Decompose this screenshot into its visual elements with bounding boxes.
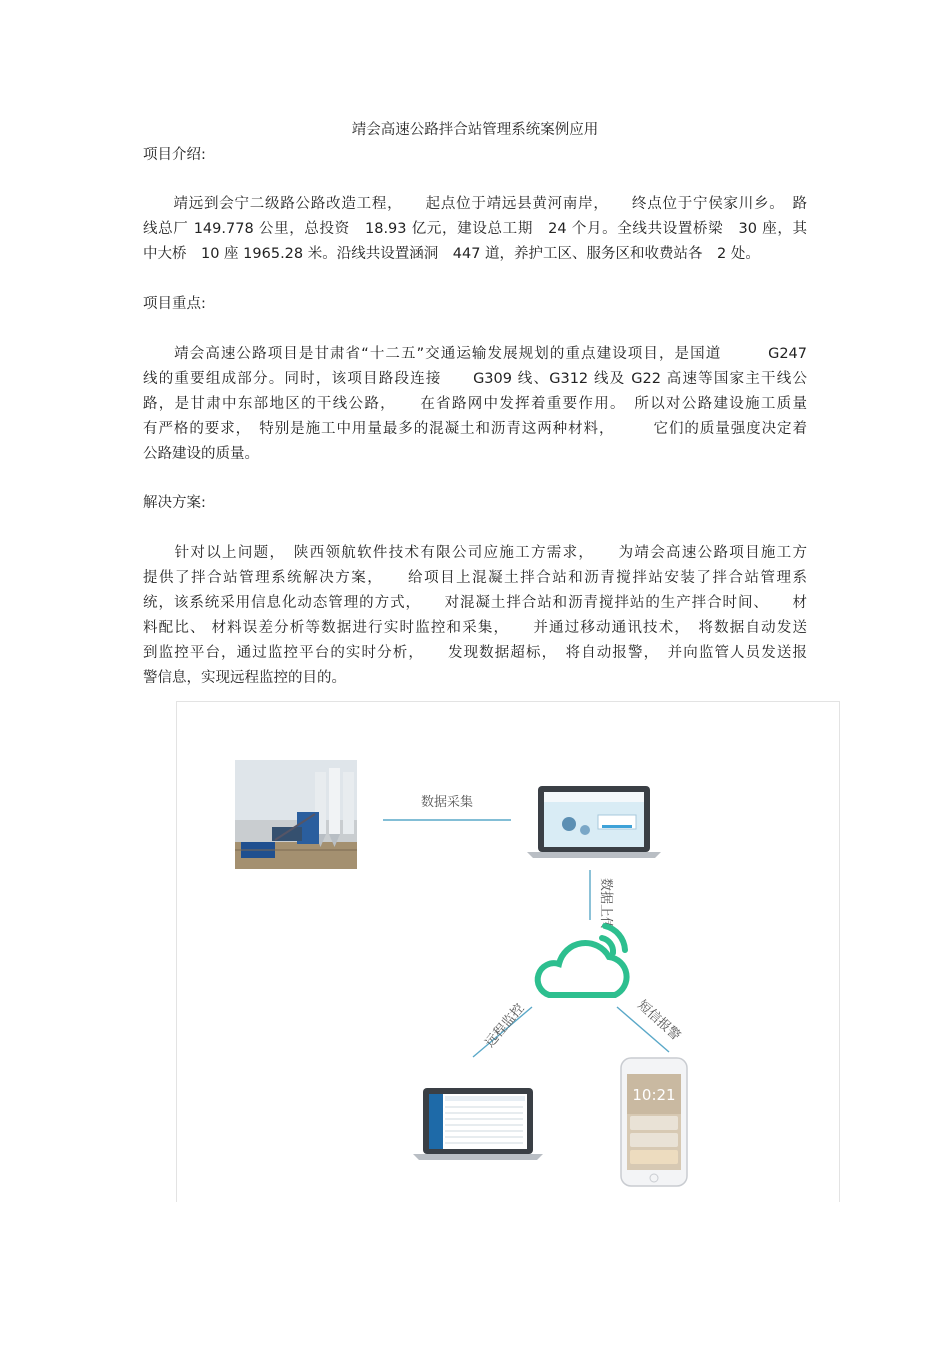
paragraph-line: 提供了拌合站管理系统解决方案， 给项目上混凝土拌合站和沥青搅拌站安装了拌合站管理系: [143, 570, 807, 586]
diagram-svg: [177, 702, 839, 1202]
paragraph-solution: [143, 541, 807, 691]
paragraph-line: 线的重要组成部分。同时，该项目路段连接 G309 线、G312 线及 G22 高速等国家主干线公: [143, 371, 807, 387]
paragraph-line: 统，该系统采用信息化动态管理的方式， 对混凝土拌合站和沥青搅拌站的生产拌合时间、 材: [143, 595, 807, 611]
paragraph-line: 靖会高速公路项目是甘肃省“十二五”交通运输发展规划的重点建设项目，是国道 G247: [143, 346, 807, 362]
system-diagram: [176, 701, 840, 1202]
section-heading-intro: 项目介绍:: [143, 147, 206, 163]
paragraph-line: 路，是甘肃中东部地区的干线公路， 在省路网中发挥着重要作用。 所以对公路建设施工质量: [143, 396, 807, 412]
paragraph-line: 有严格的要求， 特别是施工中用量最多的混凝土和沥青这两种材料， 它们的质量强度决定着: [143, 421, 807, 437]
paragraph-line: 靖远到会宁二级路公路改造工程， 起点位于靖远县黄河南岸， 终点位于宁侯家川乡。 路: [143, 196, 807, 212]
label-right: 短信报警: [634, 997, 684, 1044]
paragraph-line: 中大桥 10 座 1965.28 米。沿线共设置涵洞 447 道，养护工区、服务区和收费站各 2 处。: [143, 246, 760, 262]
label-left: 远程监控: [482, 1001, 528, 1051]
paragraph-line: 针对以上问题， 陕西领航软件技术有限公司应施工方需求， 为靖会高速公路项目施工方: [143, 545, 807, 561]
label-upload: 数据上传: [598, 878, 613, 931]
section-heading-key-points: 项目重点:: [143, 296, 206, 312]
paragraph-line: 线总厂 149.778 公里，总投资 18.93 亿元，建设总工期 24 个月。全线共设置桥梁 30 座，其: [143, 221, 807, 237]
laptop-icon: [527, 786, 661, 858]
paragraph-line: 料配比、 材料误差分析等数据进行实时监控和采集， 并通过移动通讯技术， 将数据自动发送: [143, 620, 807, 636]
monitoring-laptop-icon: [413, 1088, 543, 1160]
cloud-signal-icon: [538, 926, 627, 995]
document-title: 靖会高速公路拌合站管理系统案例应用: [351, 122, 599, 138]
phone-icon: [621, 1058, 687, 1186]
phone-clock: 10:21: [632, 1086, 676, 1104]
mixing-plant-photo: [235, 760, 357, 869]
paragraph-line: 警信息，实现远程监控的目的。: [143, 670, 346, 686]
paragraph-line: 到监控平台，通过监控平台的实时分析， 发现数据超标， 将自动报警， 并向监管人员发送报: [143, 645, 807, 661]
paragraph-key-points: [143, 342, 807, 467]
paragraph-intro: [143, 192, 807, 267]
label-collect: 数据采集: [421, 795, 474, 810]
section-heading-solution: 解决方案:: [143, 495, 206, 511]
paragraph-line: 公路建设的质量。: [143, 446, 259, 462]
